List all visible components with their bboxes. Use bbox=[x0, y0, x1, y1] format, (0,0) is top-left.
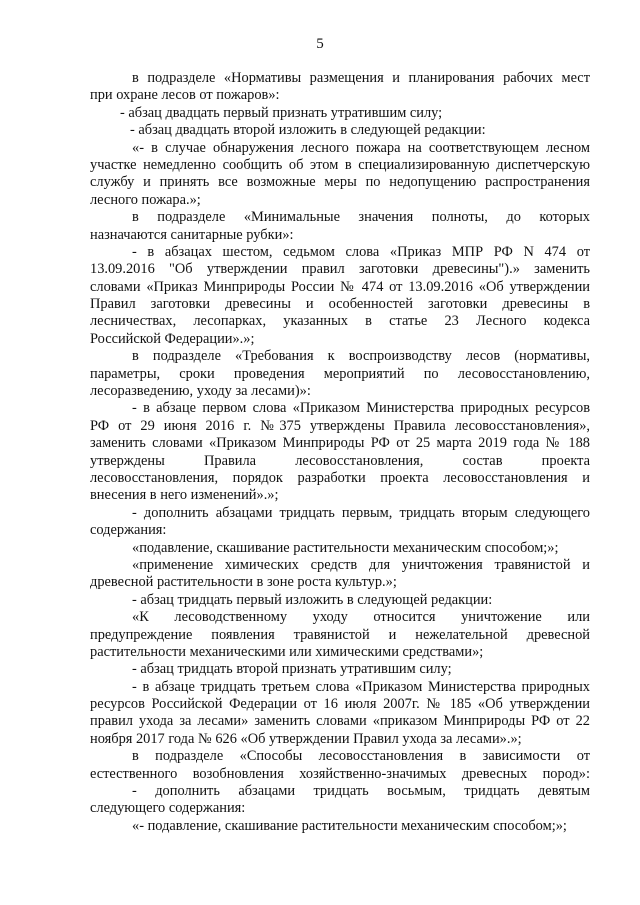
text-line: параметры, сроки проведения мероприятий по лесовосстановлению, bbox=[90, 365, 590, 382]
text-line: ресурсов Российской Федерации от 16 июля 2007г. № 185 «Об утверждении bbox=[90, 696, 590, 713]
text-line: «- подавление, скашивание растительности механическим способом;»; bbox=[132, 817, 567, 834]
text-line: - дополнить абзацами тридцать первым, тридцать вторым следующего bbox=[132, 504, 590, 521]
text-line: древесной растительности в зоне роста культур.»; bbox=[90, 574, 397, 591]
page-number: 5 bbox=[316, 36, 324, 52]
text-line: «К лесоводственному уходу относится уничтожение или bbox=[132, 609, 590, 626]
text-line: - в абзаце первом слова «Приказом Министерства природных ресурсов bbox=[132, 400, 590, 417]
text-line: - абзац тридцать первый изложить в следующей редакции: bbox=[132, 591, 493, 608]
text-line: правил ухода за лесами» заменить словами «приказом Минприроды РФ от 22 bbox=[90, 713, 590, 730]
text-line: - абзац двадцать второй изложить в следующей редакции: bbox=[130, 122, 486, 139]
text-line: при охране лесов от пожаров»: bbox=[90, 87, 280, 104]
text-line: Правил заготовки древесины и особенностей заготовки древесины в bbox=[90, 296, 590, 313]
text-line: - абзац тридцать второй признать утратившим силу; bbox=[132, 661, 452, 678]
text-line: назначаются санитарные рубки»: bbox=[90, 226, 294, 243]
text-line: участке немедленно сообщить об этом в специализированную диспетчерскую bbox=[90, 156, 590, 173]
text-line: заменить словами «Приказом Минприроды РФ от 25 марта 2019 года № 188 bbox=[90, 435, 590, 452]
document-body bbox=[90, 70, 590, 835]
text-line: содержания: bbox=[90, 522, 167, 539]
text-line: лесовосстановления, порядок разработки проекта лесовосстановления и bbox=[90, 469, 590, 486]
text-line: - в абзаце тридцать третьем слова «Приказом Министерства природных bbox=[132, 678, 590, 695]
text-line: - дополнить абзацами тридцать восьмым, тридцать девятым bbox=[132, 783, 590, 800]
text-line: в подразделе «Способы лесовосстановления в зависимости от bbox=[132, 748, 590, 765]
text-line: в подразделе «Требования к воспроизводству лесов (нормативы, bbox=[132, 348, 590, 365]
text-line: словами «Приказ Минприроды России № 474 от 13.09.2016 «Об утверждении bbox=[90, 278, 590, 295]
text-line: 13.09.2016 "Об утверждении правил заготовки древесины").» заменить bbox=[90, 261, 590, 278]
text-line: «применение химических средств для уничтожения травянистой и bbox=[132, 556, 590, 573]
text-line: растительности механическими или химическими средствами»; bbox=[90, 643, 484, 660]
text-line: следующего содержания: bbox=[90, 800, 246, 817]
text-line: предупреждение появления травянистой и нежелательной древесной bbox=[90, 626, 590, 643]
text-line: РФ от 29 июня 2016 г. №375 утверждены Правила лесовосстановления», bbox=[90, 417, 590, 434]
text-line: естественного возобновления хозяйственно-значимых древесных пород»: bbox=[90, 765, 590, 782]
text-line: службу и принять все возможные меры по недопущению распространения bbox=[90, 174, 590, 191]
text-line: ноября 2017 года № 626 «Об утверждении Правил ухода за лесами».»; bbox=[90, 730, 522, 747]
text-line: в подразделе «Минимальные значения полноты, до которых bbox=[132, 209, 590, 226]
text-line: лесничествах, лесопарках, указанных в статье 23 Лесного кодекса bbox=[90, 313, 590, 330]
text-line: в подразделе «Нормативы размещения и планирования рабочих мест bbox=[132, 70, 590, 86]
text-line: «- в случае обнаружения лесного пожара на соответствующем лесном bbox=[132, 139, 590, 156]
text-line: утверждены Правила лесовосстановления, состав проекта bbox=[90, 452, 590, 469]
text-line: - абзац двадцать первый признать утратившим силу; bbox=[120, 104, 443, 121]
text-line: внесения в него изменений».»; bbox=[90, 487, 279, 504]
text-line: Российской Федерации».»; bbox=[90, 330, 255, 347]
text-line: «подавление, скашивание растительности механическим способом;»; bbox=[132, 539, 559, 556]
text-line: лесного пожара.»; bbox=[90, 191, 201, 208]
text-line: лесоразведению, уходу за лесами)»: bbox=[90, 383, 311, 400]
text-line: - в абзацах шестом, седьмом слова «Приказ МПР РФ N 474 от bbox=[132, 243, 590, 260]
